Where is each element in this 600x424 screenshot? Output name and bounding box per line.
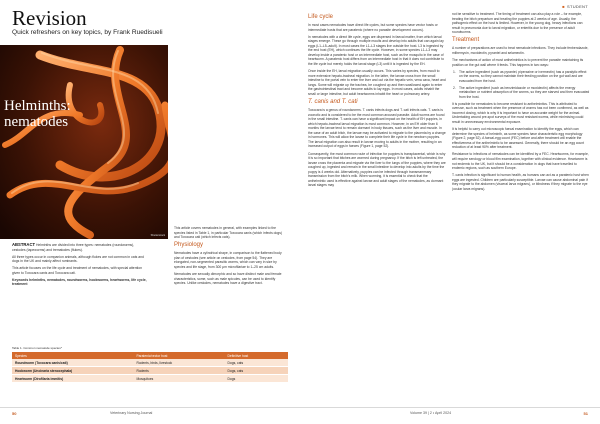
abstract-p2: All three types occur in companion animals, although flukes are not common in cats and dogs in the UK and mainly affect ruminants.	[12, 254, 144, 264]
table-cell: Dogs, cats	[225, 367, 288, 375]
physiology-p1: Nematodes have a cylindrical shape, in comparison to the flattened body plan of cestodes (see article on cestodes, from page 54). They are elongated, non-segmented parasitic worms, which can vary in size by species and life stage, from 300 μm microfilariae to 1–25 cm adults.	[174, 251, 282, 269]
physiology-heading: Physiology	[174, 242, 204, 249]
life-cycle-p1: In most cases nematodes have direct life cycles, but some species have vector hosts or intermediate hosts that are paratenic (where no parasite development occurs).	[308, 23, 438, 32]
hero-image	[0, 45, 168, 239]
tcanis-heading: T. canis and T. cati	[308, 98, 358, 105]
nematode-table	[12, 346, 288, 383]
revision-subtitle: Quick refreshers on key topics, by Frank Ruedisueli	[12, 29, 163, 36]
abstract-p1: Helminths are divided into three types: nematodes (roundworms), cestodes (tapeworms) and trematodes (flukes).	[12, 243, 135, 252]
table-header: Species	[12, 352, 133, 359]
table-cell: Hookworm (Uncinaria stenocephala)	[12, 367, 133, 375]
table-header: Paratenic/vector host	[133, 352, 224, 359]
abstract-label: ABSTRACT	[12, 242, 36, 247]
table-caption: Table 1. Common nematode species*	[12, 346, 62, 350]
treatment-p3: It is possible for nematodes to become resistant to anthelmintics. This is attributed to overuse, such as treatment when the presence of worms has not been confirmed, as well as incorrect dosing, which is why it is important to have an accurate weight for the animal. Undertaking wound pre-spot surveys of the most resistant worms, while minimising could result in unnecessary environmental exposure.	[452, 101, 589, 124]
right-page	[300, 0, 600, 424]
table-cell: Heartworm (Dirofilaria immitis)	[12, 375, 133, 383]
treatment-p1: A number of preparations are used to treat nematode infections. They include fenbendazole, milbemycin, moxidectin, pyrantel and selamectin.	[452, 46, 589, 55]
image-credit: Shutterstock	[150, 234, 165, 237]
life-cycle-heading: Life cycle	[308, 14, 334, 20]
list-item: 2. The active ingredient (such as benzimidazole or moxidectin) affects the energy metabolism or nutrient absorption of the worms, so they are starved and then evacuated from the host.	[453, 85, 590, 99]
treatment-p4: It is helpful to carry out microscopic faecal examination to identify the eggs, which can determine the species of helminth, as some species have characteristic egg morphology (Figure 2, page 52). A faecal-egg count (FEC) before and after treatment will enable the effectiveness of the anthelmintic to be assessed. Generally, there should be an egg count reduction of at least 90% after treatment.	[452, 127, 585, 150]
life-cycle-p2: In nematodes with a direct life cycle, eggs are dispersed in faecal matter, from which larval stages emerge. These go through multiple moults and develop into adults that can again lay eggs (L1–L5–adult). In most cases the L1–L3 stages live outside the host. L3 is ingested by the end host (EH), which continues the life cycle. However, in some species L1–L3 may develop inside a paratenic host or an intermediate host, such as the mosquito in the case of heartworm. A paratenic host differs from an intermediate host in that it does not contribute to the life cycle but merely holds the larval stage (L3) until it is ingested by the EH.	[308, 34, 444, 66]
page-number-right: 51	[583, 411, 588, 416]
nematode-illustration	[0, 45, 168, 239]
article-title: Helminths: nematodes	[4, 98, 71, 130]
abstract-p3: This article focuses on the life cycle and treatment of nematodes, with special attention given to Toxocara canis and Toxocara cati.	[12, 266, 143, 275]
table-cell: Mosquitoes	[133, 375, 224, 383]
treatment-p5: Resistance to infections of nematodes can be identified by a FEC. Heartworms, for example, will require serology or blood film examination, together with clinical evidence. Heartworm is not endemic to the UK, but it should be a consideration in dogs that have travelled to endemic regions, such as southern Europe.	[452, 152, 589, 171]
right-column-2	[452, 12, 590, 194]
table-cell: Dogs	[225, 375, 288, 383]
keywords-label: Keywords	[12, 277, 29, 282]
table-cell: Dogs, cats	[225, 359, 288, 367]
life-cycle-p3: Once inside the EH, larval migration usually occurs. This varies by species, from moult to more extensive hepato-tracheal migration. In the latter, the larvae cross from the small intestine to the portal vein to enter the liver and out via the hepatic vein, vena cava, heart and lungs. Some will migrate up the trachea, be coughed up and then swallowed again to enter the gastrointestinal tract and become adults to lay eggs. In most cases, adults inhabit the small or large intestine, but adult heartworms inhabit the heart or pulmonary artery.	[308, 69, 446, 96]
tcanis-p2: Consequently, the most common route of infection for puppies is transplacental, which is why it is so important that bitches are wormed during pregnancy. If the bitch is left untreated, the larvae cross the placenta and migrate via the liver to the lungs of the puppies, where they are coughed up, ingested and remain in the small intestine to develop into adults by the time the puppy is 4 weeks old. Alternatively, puppies can be infected through transmammary transmission from the bitch's milk. When worming, it is essential to check that the anthelmintic used is effective against larvae and adult stages of the nematodes, as dormant larval stages may	[308, 151, 446, 188]
table-cell: Rodents, birds, livestock	[133, 359, 224, 367]
physiology-p2: Nematodes are sexually dimorphic and so have distinct male and female characteristics, some, such as male spicules, can be used to identify species. Unlike cestodes, nematodes have a digestive tract.	[174, 272, 282, 286]
journal-name: Veterinary Nursing Journal	[110, 411, 153, 415]
right-footer	[300, 407, 600, 419]
left-footer	[0, 407, 300, 419]
left-column-2	[174, 226, 288, 288]
species-table	[12, 352, 288, 383]
tag-marker-icon: ■	[562, 4, 565, 9]
table-row	[12, 359, 288, 367]
page-number-left: 50	[12, 411, 17, 416]
continuation-p1: not be sensitive to treatment. The timing of treatment can also play a role – for example, treating the bitch prepartum and treating the puppies at 2 weeks of age. Usually, the pathogenic effect on the host is limited. However, in the young dog, heavy infections can result in pneumonia due to larval migration, or enteritis due to the presence of adult roundworms.	[452, 12, 583, 35]
revision-title: Revision	[12, 6, 87, 30]
intro-paragraph: This article covers nematodes in general, with examples linked to the species listed in Table 1, in particular Toxocara canis (which infects dogs) and Toxocara cati (which infects cats).	[174, 226, 283, 240]
table-row	[12, 367, 288, 375]
abstract	[12, 243, 148, 289]
table-cell: Rodents	[133, 367, 224, 375]
treatment-heading: Treatment	[452, 37, 480, 44]
table-row	[12, 375, 288, 383]
section-tag: ■ STUDENT	[562, 4, 588, 9]
table-cell: Roundworm (Toxocara canis/cati)	[12, 359, 133, 367]
issue-date: Volume 39 | 2 • April 2024	[410, 411, 452, 415]
right-column-1	[308, 12, 446, 190]
table-header: Definitive host	[225, 352, 288, 359]
list-item: 1. The active ingredient (such as pyrantel, piperazine or ivermectin) has a paralytic effect on the worms, so they cannot maintain their feeding position on the gut wall and are evacuated from the host.	[453, 69, 587, 83]
keywords: helminths, nematodes, roundworms, hookworms, heartworms, life cycle, treatment	[12, 277, 147, 287]
treatment-p6: T. canis infection is significant to human health, as humans can act as a paratenic host when eggs are ingested. Children are particularly susceptible. Larvae can cause abdominal pain if they migrate to the abdomen (visceral larva migrans), or blindness if they migrate to the eye (ocular larva migrans).	[452, 173, 589, 191]
tcanis-p1: Toxocara is a genus of roundworms. T. canis infects dogs and T. cati infects cats. T. canis is zoonotic and is considered to be the most common aroused parasite. Adult worms are found in the small intestine. T. canis can have a significant impact on the health of EH puppies, in which hepato-tracheal larval migration is most common. However, in an EH older than 6 months the larvae tend to remain dormant in body tissues, such as the liver and muscle. In the case of an adult bitch, the larvae may be activated to migrate to the placenta by a change in hormones. This will allow the larvae to complete their life cycle in the newborn puppies. The larval migration can also result in larvae moving to adults in the mother, resulting in an increased output of eggs in faeces (Figure 1, page 52).	[308, 107, 446, 149]
treatment-p2: The mechanisms of action of most anthelmintics is to prevent the parasite maintaining its position on the gut wall where it feeds. This happens in two ways:	[452, 58, 584, 67]
